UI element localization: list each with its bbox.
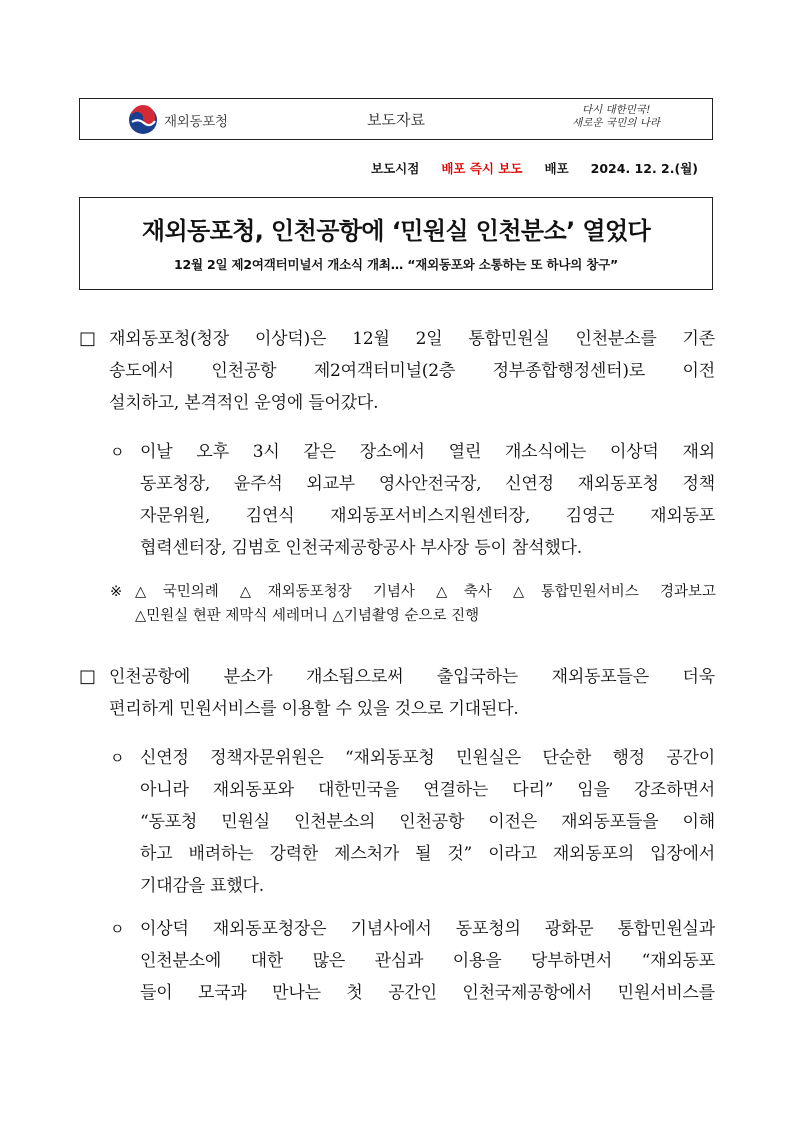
- circle-bullet-icon: ㅇ: [110, 920, 125, 938]
- text-line: 자문위원, 김연식 재외동포서비스지원센터장, 김영근 재외동포: [140, 506, 715, 526]
- paragraph-2-sub-1: [110, 742, 715, 902]
- paragraph-1: [79, 323, 715, 419]
- doc-type-label: 보도자료: [367, 111, 425, 129]
- square-bullet-icon: □: [79, 328, 96, 349]
- release-date-label: 배포: [544, 161, 569, 176]
- slogan-line-1: 다시 대한민국!: [581, 104, 651, 116]
- note-line: △민원실 현판 제막식 세레머니 △기념촬영 순으로 진행: [135, 608, 480, 624]
- text-line: 편리하게 민원서비스를 이용할 수 있을 것으로 기대된다.: [109, 699, 519, 719]
- text-line: 기대감을 표했다.: [140, 876, 264, 896]
- text-line: 들이 모국과 만나는 첫 공간인 인천국제공항에서 민원서비스를: [140, 983, 715, 1003]
- reference-mark-icon: ※: [110, 584, 123, 600]
- square-bullet-icon: □: [79, 666, 96, 687]
- text-line: 이상덕 재외동포청장은 기념사에서 동포청의 광화문 통합민원실과: [140, 919, 715, 939]
- text-line: 송도에서 인천공항 제2여객터미널(2층 정부종합행정센터)로 이전: [109, 361, 715, 381]
- text-line: “동포청 민원실 인천분소의 인천공항 이전은 재외동포들을 이해: [140, 812, 715, 832]
- text-line: 재외동포청(청장 이상덕)은 12월 2일 통합민원실 인천분소를 기존: [109, 329, 715, 349]
- release-timing: 배포 즉시 보도: [441, 161, 523, 176]
- text-line: 동포청장, 윤주석 외교부 영사안전국장, 신연정 재외동포청 정책: [140, 474, 715, 494]
- text-line: 이날 오후 3시 같은 장소에서 열린 개소식에는 이상덕 재외: [140, 442, 715, 462]
- release-date: 2024. 12. 2.(월): [590, 161, 698, 176]
- paragraph-1-sub: [110, 436, 715, 564]
- circle-bullet-icon: ㅇ: [110, 443, 125, 461]
- release-label: 보도시점: [371, 161, 420, 176]
- agency-name: 재외동포청: [164, 114, 228, 130]
- slogan: [572, 104, 660, 130]
- headline-title: 재외동포청, 인천공항에 ‘민원실 인천분소’ 열었다: [141, 217, 651, 245]
- text-line: 하고 배려하는 강력한 제스처가 될 것” 이라고 재외동포의 입장에서: [140, 844, 715, 864]
- headline-box: [79, 197, 713, 290]
- paragraph-2-sub-2: [110, 913, 715, 1009]
- header-box: [79, 98, 713, 140]
- text-line: 협력센터장, 김범호 인천국제공항공사 부사장 등이 참석했다.: [140, 538, 582, 558]
- text-line: 인천분소에 대한 많은 관심과 이용을 당부하면서 “재외동포: [140, 951, 715, 971]
- note-line: △국민의례 △재외동포청장 기념사 △축사 △통합민원서비스 경과보고: [135, 584, 716, 600]
- note-block: [110, 580, 716, 628]
- circle-bullet-icon: ㅇ: [110, 749, 125, 767]
- slogan-line-2: 새로운 국민의 나라: [572, 117, 660, 129]
- text-line: 설치하고, 본격적인 운영에 들어갔다.: [109, 393, 379, 413]
- text-line: 인천공항에 분소가 개소됨으로써 출입국하는 재외동포들은 더욱: [109, 667, 715, 687]
- release-info: [371, 159, 698, 177]
- paragraph-2: [79, 661, 715, 725]
- headline-subtitle: 12월 2일 제2여객터미널서 개소식 개최… “재외동포와 소통하는 또 하나의 창구”: [173, 257, 619, 272]
- text-line: 아니라 재외동포와 대한민국을 연결하는 다리” 임을 강조하면서: [140, 780, 715, 800]
- text-line: 신연정 정책자문위원은 “재외동포청 민원실은 단순한 행정 공간이: [140, 748, 715, 768]
